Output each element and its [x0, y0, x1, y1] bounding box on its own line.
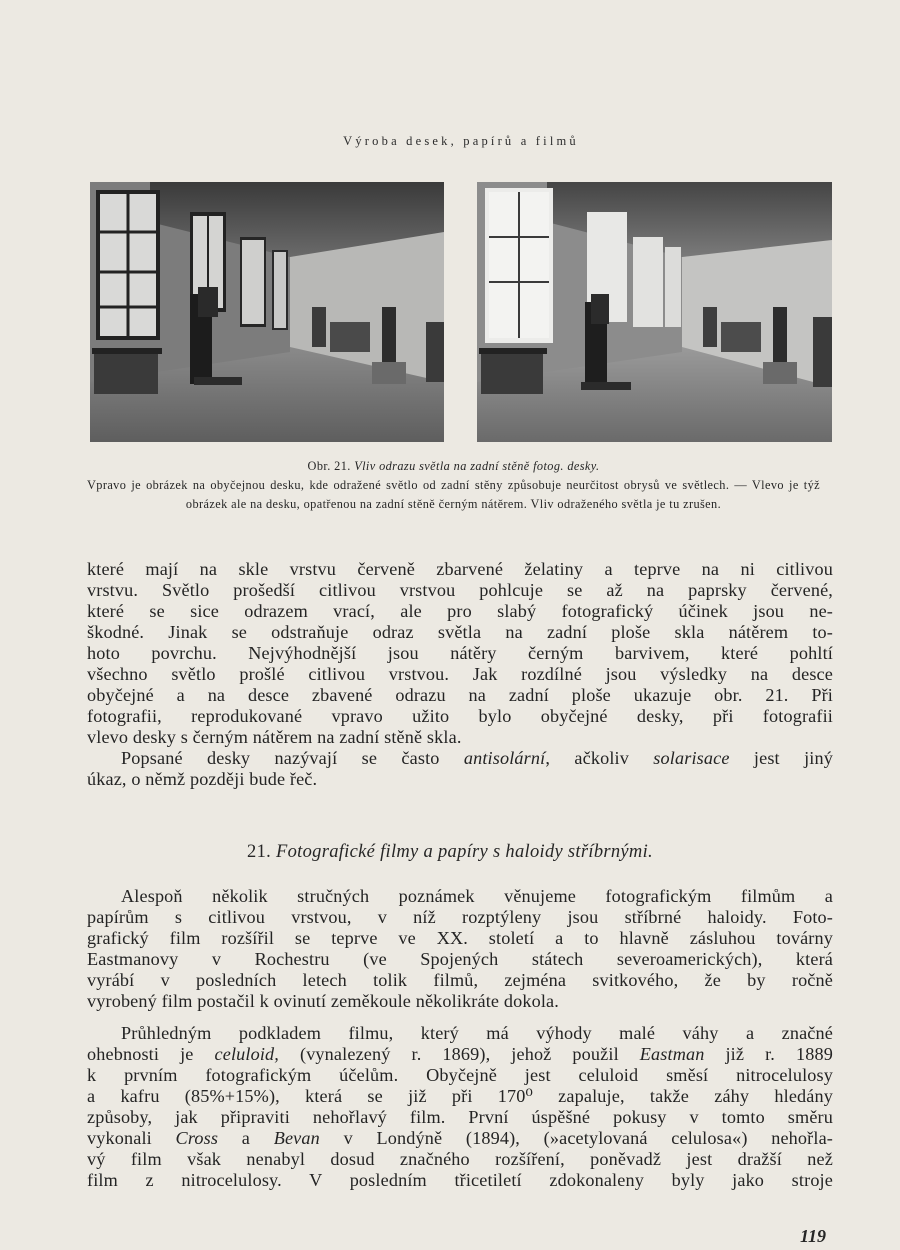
text-run: a [218, 1128, 274, 1148]
text-line: hoto povrchu. Nejvýhodnější jsou nátěry černým barvivem, které pohltí [87, 643, 833, 663]
text-line: vlevo desky s černým nátěrem na zadní stěně skla. [87, 727, 462, 747]
text-line: způsoby, jak připraviti nehořlavý film. První úspěšné pokusy v tomto směru [87, 1107, 833, 1127]
figure-caption-title [87, 457, 820, 476]
name-bevan: Bevan [273, 1128, 320, 1148]
text-line: vrstvu. Světlo prošedší citlivou vrstvou pohlcuje se až na paprsky červené, [87, 580, 833, 600]
text-run: již r. 1889 [704, 1044, 833, 1064]
term-solarisace: solarisace [653, 748, 730, 768]
text-line: škodné. Jinak se odstraňuje odraz světla na zadní ploše skla nátěrem to- [87, 622, 833, 642]
running-head: Výroba desek, papírů a filmů [343, 134, 579, 148]
section-title: Fotografické filmy a papíry s haloidy stříbrnými. [276, 842, 653, 862]
figure-caption [87, 457, 820, 514]
text-run: Popsané desky nazývají se často [121, 748, 464, 768]
text-line [87, 748, 833, 769]
text-line: úkaz, o němž později bude řeč. [87, 769, 318, 789]
term-antisolarni: antisolární [463, 748, 546, 768]
term-celuloid: celuloid, [214, 1044, 279, 1064]
paragraph-1 [87, 559, 833, 748]
name-cross: Cross [175, 1128, 219, 1148]
figure-photo-right [477, 182, 832, 442]
text-line: vý film však nenabyl dosud značného rozšíření, poněvadž jest dražší než [87, 1149, 833, 1169]
text-run: ohebnosti je [87, 1044, 215, 1064]
figure-photo-left [90, 182, 444, 442]
section-heading [0, 842, 900, 863]
figure-caption-body: Vpravo je obrázek na obyčejnou desku, kde odražené světlo od zadní stěny způsobuje neurčitost obrysů ve světlech. — Vlevo je týž obrázek ale na desku, opatřenou na zadní stěně černým nátěrem. Vliv odraženého světla je tu zrušen. [87, 478, 820, 511]
text-line: které se sice odrazem vrací, ale pro slabý fotografický účinek jsou ne- [87, 601, 833, 621]
text-line: vyrobený film postačil k ovinutí zeměkoule několikráte dokola. [87, 991, 559, 1011]
text-run: , ačkoliv [545, 748, 654, 768]
text-line: fotografii, reprodukované vpravo užito bylo obyčejné desky, při fotografii [87, 706, 833, 726]
text-line: a kafru (85%+15%), která se již při 170⁰ zapaluje, takže záhy hledány [87, 1086, 833, 1106]
text-line: Alespoň několik stručných poznámek věnujeme fotografickým filmům a [121, 886, 833, 906]
paragraph-3 [87, 886, 833, 1012]
figure-number: Obr. 21. [307, 459, 351, 473]
paragraph-4 [87, 1023, 833, 1191]
text-run: vykonali [87, 1128, 176, 1148]
text-line: Průhledným podkladem filmu, který má výhody malé váhy a značné [121, 1023, 833, 1043]
text-line: všechno světlo prošlé citlivou vrstvou. Jak rozdílné jsou výsledky na desce [87, 664, 833, 684]
text-line: obyčejné a na desce zbavené odrazu na zadní ploše ukazuje obr. 21. Při [87, 685, 833, 705]
text-line: vyrábí v posledních letech tolik filmů, zejména svitkového, že by ročně [87, 970, 833, 990]
text-line: grafický film rozšířil se teprve ve XX. století a to hlavně zásluhou továrny [87, 928, 833, 948]
text-line: Eastmanovy v Rochestru (ve Spojených státech severoamerických), která [87, 949, 833, 969]
page-number: 119 [800, 1226, 827, 1246]
text-line: papírům s citlivou vrstvou, v níž rozptýleny jsou stříbrné haloidy. Foto- [87, 907, 833, 927]
text-line [87, 1128, 833, 1149]
text-run: v Londýně (1894), (»acetylovaná celulosa«) nehořla- [319, 1128, 834, 1148]
text-run: jest jiný [729, 748, 833, 768]
text-line: k prvním fotografickým účelům. Obyčejně jest celuloid směsí nitrocelulosy [87, 1065, 833, 1085]
text-line [87, 1044, 833, 1065]
figure-title: Vliv odrazu světla na zadní stěně fotog. desky. [354, 459, 600, 473]
text-line: které mají na skle vrstvu červeně zbarvené želatiny a teprve na ni citlivou [87, 559, 833, 579]
text-line: film z nitrocelulosy. V posledním třicetiletí zdokonaleny byly jako stroje [87, 1170, 833, 1190]
text-run: (vynalezený r. 1869), jehož použil [278, 1044, 640, 1064]
section-number: 21. [247, 842, 272, 862]
paragraph-2 [87, 748, 833, 790]
name-eastman: Eastman [639, 1044, 705, 1064]
